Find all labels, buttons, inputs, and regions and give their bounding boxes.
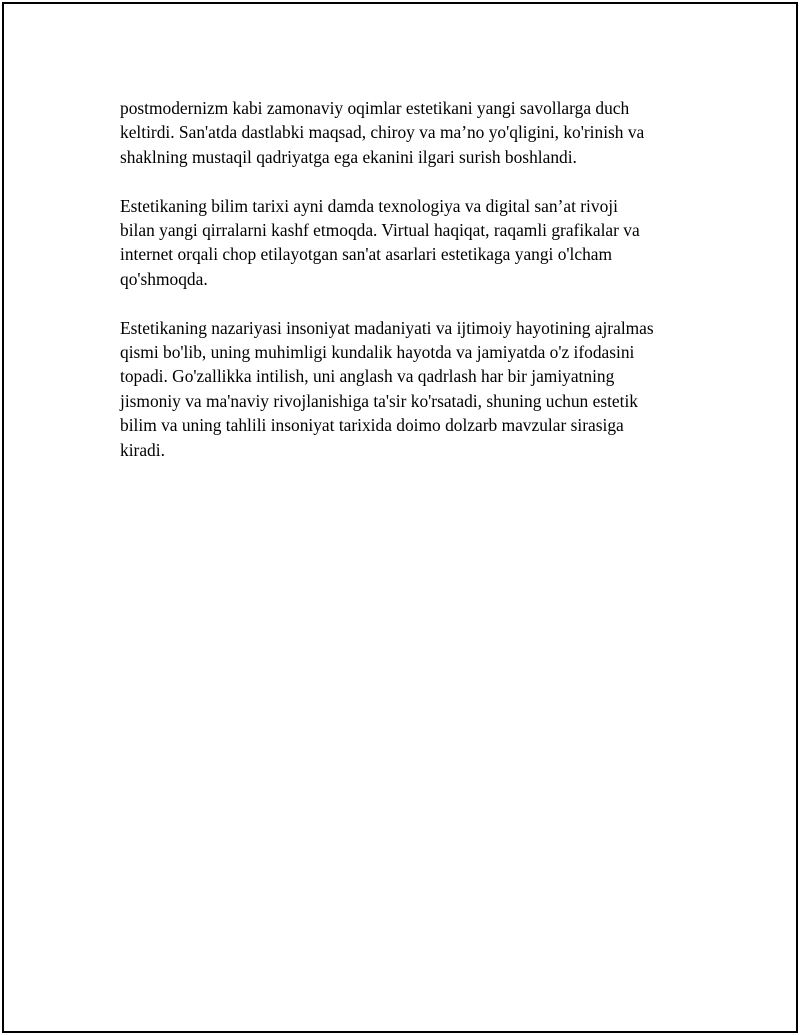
paragraph-3: Estetikaning nazariyasi insoniyat madaniyati va ijtimoiy hayotining ajralmas qismi bo'lib, uning muhimligi kundalik hayotda va jamiyatda o'z ifodasini topadi. Go'zallikka intilish, uni anglash va qadrlash har bir jamiyatning jismoniy va ma'naviy rivojlanishiga ta'sir ko'rsatadi, shuning uchun estetik bilim va uning tahlili insoniyat tarixida doimo dolzarb mavzular sirasiga kiradi. xyxy=(120,317,654,460)
document-body xyxy=(120,96,690,486)
paragraph-2: Estetikaning bilim tarixi ayni damda texnologiya va digital san’at rivoji bilan yangi qirralarni kashf etmoqda. Virtual haqiqat, raqamli grafikalar va internet orqali chop etilayotgan san'at asarlari estetikaga yangi o'lcham qo'shmoqda. xyxy=(120,195,640,289)
document-page xyxy=(2,2,798,1033)
paragraph-1: postmodernizm kabi zamonaviy oqimlar estetikani yangi savollarga duch keltirdi. San'atda dastlabki maqsad, chiroy va ma’no yo'qligini, ko'rinish va shaklning mustaqil qadriyatga ega ekanini ilgari surish boshlandi. xyxy=(120,98,645,167)
